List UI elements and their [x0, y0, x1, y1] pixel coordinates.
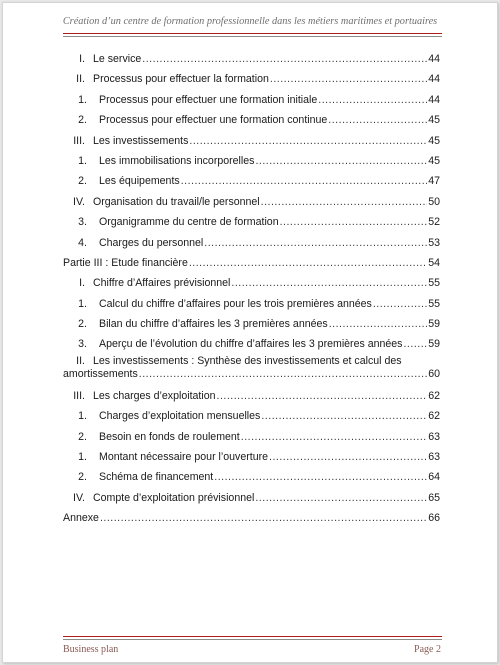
toc-entry[interactable]	[3, 151, 497, 171]
toc-dot-leader	[329, 314, 428, 334]
toc-entry[interactable]	[3, 334, 497, 354]
toc-entry-number: 3.	[78, 338, 87, 351]
toc-dot-leader	[373, 294, 427, 314]
toc-entry-page: 66	[428, 512, 440, 525]
toc-entry[interactable]	[3, 131, 497, 151]
toc-dot-leader	[181, 171, 428, 191]
toc-entry-number: 3.	[78, 216, 87, 229]
toc-dot-leader	[139, 368, 427, 381]
toc-entry-page: 53	[428, 236, 440, 249]
toc-entry-number: 2.	[78, 471, 87, 484]
footer-document-name: Business plan	[63, 644, 119, 655]
toc-entry-label: Les équipements	[99, 175, 180, 188]
toc-entry[interactable]	[3, 49, 497, 69]
toc-entry-number: 1.	[78, 451, 87, 464]
toc-dot-leader	[318, 90, 427, 110]
toc-entry[interactable]	[3, 233, 497, 253]
toc-entry-label: Les immobilisations incorporelles	[99, 154, 255, 167]
toc-entry-page: 62	[428, 389, 440, 402]
toc-entry-number: IV.	[73, 491, 85, 504]
toc-entry[interactable]	[3, 273, 497, 293]
toc-entry[interactable]	[3, 212, 497, 232]
toc-entry-page: 47	[428, 175, 440, 188]
toc-entry[interactable]	[3, 467, 497, 487]
toc-entry[interactable]	[3, 355, 497, 386]
toc-entry[interactable]	[3, 447, 497, 467]
toc-entry-number: I.	[79, 277, 85, 290]
toc-entry-page: 45	[428, 154, 440, 167]
toc-dot-leader	[100, 508, 427, 528]
toc-entry-label: Processus pour effectuer une formation initiale	[99, 93, 318, 106]
footer-page-number: Page 2	[414, 644, 441, 655]
toc-entry-label: Les charges d’exploitation	[93, 389, 216, 402]
toc-entry[interactable]	[3, 488, 497, 508]
toc-entry-page: 52	[428, 216, 440, 229]
toc-entry-label: Annexe	[63, 512, 99, 525]
toc-dot-leader	[328, 110, 427, 130]
footer-rule-secondary	[63, 639, 442, 640]
toc-dot-leader	[204, 233, 427, 253]
toc-entry-label: Schéma de financement	[99, 471, 214, 484]
toc-dot-leader	[214, 467, 427, 487]
toc-entry-page: 60	[428, 368, 440, 381]
toc-dot-leader	[255, 488, 427, 508]
toc-entry-page: 63	[428, 430, 440, 443]
toc-entry-label: Chiffre d’Affaires prévisionnel	[93, 277, 231, 290]
toc-entry-number: 1.	[78, 154, 87, 167]
toc-entry-number: II.	[76, 354, 85, 367]
toc-entry-page: 64	[428, 471, 440, 484]
toc-entry[interactable]	[3, 508, 497, 528]
toc-entry-page: 65	[428, 491, 440, 504]
toc-entry[interactable]	[3, 294, 497, 314]
toc-entry-number: 1.	[78, 297, 87, 310]
header-rule	[63, 33, 442, 34]
toc-dot-leader	[231, 273, 427, 293]
toc-entry-number: III.	[73, 134, 85, 147]
toc-entry-page: 63	[428, 451, 440, 464]
toc-entry[interactable]	[3, 427, 497, 447]
toc-entry-page: 45	[428, 134, 440, 147]
toc-entry-label: Charges du personnel	[99, 236, 204, 249]
toc-entry-label: Partie III : Etude financière	[63, 256, 188, 269]
toc-entry-number: IV.	[73, 195, 85, 208]
toc-entry-page: 62	[428, 410, 440, 423]
toc-entry-page: 59	[428, 338, 440, 351]
toc-entry-number: 2.	[78, 175, 87, 188]
toc-entry-label: Besoin en fonds de roulement	[99, 430, 240, 443]
toc-dot-leader	[241, 427, 427, 447]
toc-entry-number: II.	[76, 73, 85, 86]
toc-entry-page: 59	[428, 318, 440, 331]
toc-dot-leader	[269, 447, 427, 467]
toc-dot-leader	[261, 192, 428, 212]
toc-entry-page: 44	[428, 93, 440, 106]
toc-entry[interactable]	[3, 314, 497, 334]
toc-entry-label: Le service	[93, 53, 142, 65]
toc-entry[interactable]	[3, 253, 497, 273]
toc-entry[interactable]	[3, 69, 497, 89]
toc-entry[interactable]	[3, 386, 497, 406]
toc-entry-number: III.	[73, 389, 85, 402]
toc-entry-label: Montant nécessaire pour l’ouverture	[99, 451, 269, 464]
toc-entry-number: I.	[79, 53, 85, 65]
toc-dot-leader	[142, 49, 427, 69]
toc-dot-leader	[280, 212, 428, 232]
toc-entry-label: Aperçu de l’évolution du chiffre d’affaires les 3 premières années	[99, 338, 403, 351]
toc-entry-page: 44	[428, 73, 440, 86]
toc-entry-number: 1.	[78, 93, 87, 106]
toc-entry-label: Compte d’exploitation prévisionnel	[93, 491, 255, 504]
toc-entry-label: Organigramme du centre de formation	[99, 216, 279, 229]
toc-entry[interactable]	[3, 171, 497, 191]
toc-dot-leader	[255, 151, 427, 171]
table-of-contents	[3, 49, 497, 529]
toc-entry-label: Les investissements : Synthèse des investissements et calcul des	[93, 354, 402, 367]
toc-entry-number: 1.	[78, 410, 87, 423]
toc-entry-page: 55	[428, 297, 440, 310]
toc-entry-label: Les investissements	[93, 134, 189, 147]
toc-entry-page: 45	[428, 114, 440, 127]
toc-entry-label: Processus pour effectuer une formation continue	[99, 114, 328, 127]
toc-entry-label: Charges d’exploitation mensuelles	[99, 410, 261, 423]
toc-entry-page: 55	[428, 277, 440, 290]
toc-entry-number: 4.	[78, 236, 87, 249]
toc-entry[interactable]	[3, 90, 497, 110]
toc-entry-label: Bilan du chiffre d’affaires les 3 premières années	[99, 318, 328, 331]
toc-entry-number: 2.	[78, 318, 87, 331]
toc-entry[interactable]	[3, 406, 497, 426]
toc-entry-label: Organisation du travail/le personnel	[93, 195, 260, 208]
toc-entry-number: 2.	[78, 114, 87, 127]
toc-entry-page: 54	[428, 256, 440, 269]
toc-dot-leader	[270, 69, 427, 89]
toc-dot-leader	[217, 386, 428, 406]
toc-entry-page: 44	[428, 53, 440, 65]
toc-entry-page: 50	[428, 195, 440, 208]
toc-dot-leader	[189, 131, 427, 151]
toc-entry-label-continued: amortissements	[63, 368, 138, 381]
toc-entry-label: Processus pour effectuer la formation	[93, 73, 269, 86]
header-rule-secondary	[63, 36, 442, 37]
toc-dot-leader	[189, 253, 427, 273]
toc-entry[interactable]	[3, 110, 497, 130]
toc-dot-leader	[403, 334, 427, 354]
document-page	[2, 2, 498, 663]
footer-rule	[63, 636, 442, 637]
toc-dot-leader	[261, 406, 427, 426]
toc-entry[interactable]	[3, 192, 497, 212]
toc-entry-label: Calcul du chiffre d’affaires pour les trois premières années	[99, 297, 372, 310]
toc-entry-number: 2.	[78, 430, 87, 443]
page-header-title: Création d’un centre de formation professionnelle dans les métiers maritimes et portuaires	[62, 16, 438, 27]
